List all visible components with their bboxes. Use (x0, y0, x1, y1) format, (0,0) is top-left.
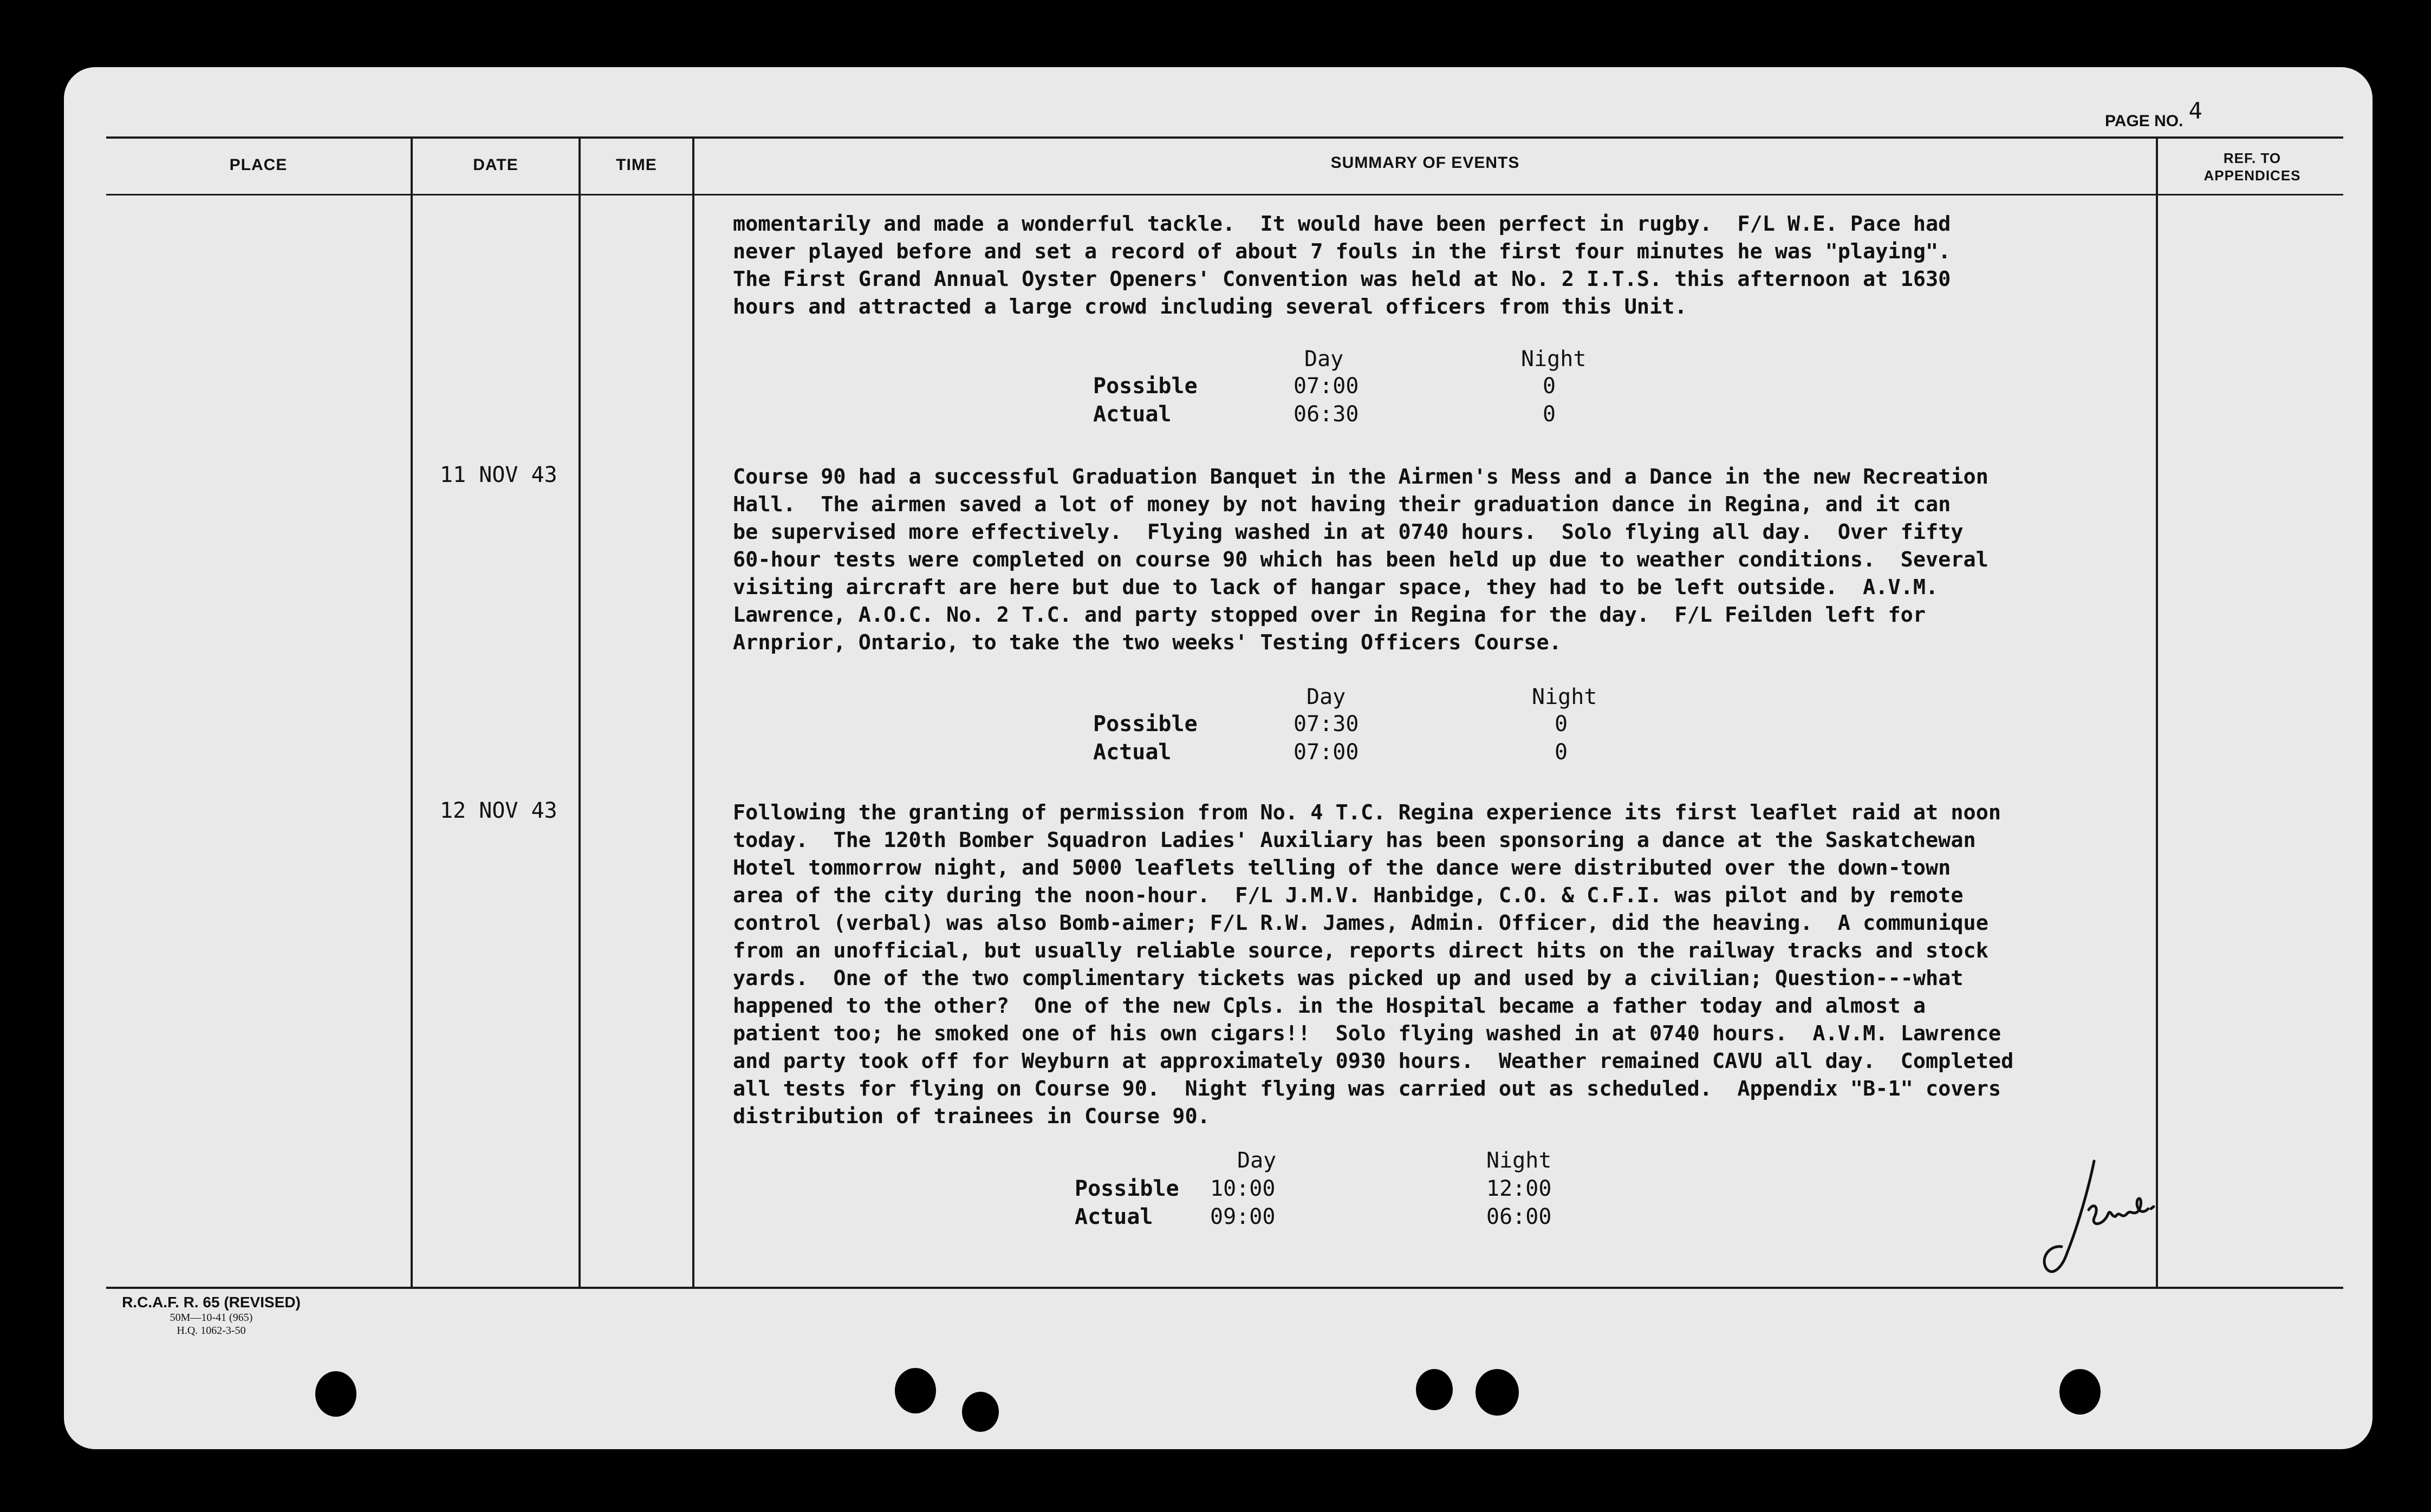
entry-text: Course 90 had a successful Graduation Banquet in the Airmen's Mess and a Dance in the new Recreation Hall. The airmen saved a lot of money by not having their graduation dance in Regina, and it can be supervised more effectively. Flying washed in at 0740 hours. Solo flying all day. Over fifty 60-hour tests were completed on course 90 which has been held up due to weather conditions. Several visiting aircraft are here but due to lack of hangar space, they had to be left outside. A.V.M. Lawrence, A.O.C. No. 2 T.C. and party stopped over in Regina for the day. F/L Feilden left for Arnprior, Ontario, to take the two weeks' Testing Officers Course. (733, 465, 1988, 655)
actual-label: Actual (1093, 740, 1172, 765)
night-label: Night (1532, 685, 1597, 709)
entry-text: Following the granting of permission from No. 4 T.C. Regina experience its first leaflet raid at noon today. The 120th Bomber Squadron Ladies' Auxiliary has been sponsoring a dance at the Saskatchewan Hotel tommorrow night, and 5000 leaflets telling of the dance were distributed over the down-town area of the city during the noon-hour. F/L J.M.V. Hanbidge, C.O. & C.F.I. was pilot and by remote control (verbal) was also Bomb-aimer; F/L R.W. James, Admin. Officer, did the heaving. A communique from an unofficial, but usually reliable source, reports direct hits on the railway tracks and stock yards. One of the two complimentary tickets was picked up and used by a civilian; Question---what happened to the other? One of the new Cpls. in the Hospital became a father today and almost a patient too; he smoked one of his own cigars!! Solo flying washed in at 0740 hours. A.V.M. Lawrence and party took off for Weyburn at approximately 0930 hours. Weather remained CAVU all day. Completed all tests for flying on Course 90. Night flying was carried out as scheduled. Appendix "B-1" covers distribution of trainees in Course 90. (733, 800, 2014, 1129)
day-label: Day (1304, 347, 1344, 372)
page-number-value: 4 (2188, 97, 2202, 124)
col-rule-date-time (578, 138, 581, 1288)
col-rule-summary-ref (2156, 138, 2158, 1288)
actual-day: 07:00 (1294, 740, 1359, 765)
night-label: Night (1521, 347, 1587, 372)
time-header: TIME (616, 156, 657, 174)
actual-label: Actual (1093, 402, 1172, 427)
actual-day: 09:00 (1210, 1204, 1276, 1229)
actual-label: Actual (1075, 1204, 1153, 1229)
possible-day: 07:30 (1294, 712, 1359, 737)
actual-night: 0 (1555, 740, 1568, 765)
punch-hole (895, 1368, 936, 1413)
day-label: Day (1237, 1148, 1277, 1173)
possible-night: 0 (1555, 712, 1568, 737)
ref-appendices-header: REF. TO APPENDICES (2204, 150, 2301, 184)
col-rule-place-date (411, 138, 413, 1288)
actual-night: 06:00 (1486, 1204, 1552, 1229)
page-number-label: PAGE NO. (2105, 112, 2183, 130)
possible-label: Possible (1075, 1176, 1179, 1201)
possible-night: 12:00 (1486, 1176, 1552, 1201)
form-hq-line: H.Q. 1062-3-50 (177, 1325, 246, 1337)
form-sheet (64, 67, 2372, 1449)
possible-day: 10:00 (1210, 1176, 1276, 1201)
punch-hole (962, 1392, 999, 1432)
top-rule (106, 136, 2343, 139)
possible-label: Possible (1093, 712, 1198, 737)
possible-night: 0 (1543, 374, 1556, 399)
punch-hole (315, 1371, 356, 1417)
possible-day: 07:00 (1294, 374, 1359, 399)
header-rule (106, 194, 2343, 195)
entry-text: momentarily and made a wonderful tackle. It would have been perfect in rugby. F/L W.E. Pace had never played before and set a record of about 7 fouls in the first four minutes he was "playing". The First Grand Annual Oyster Openers' Convention was held at No. 2 I.T.S. this afternoon at 1630 hours and attracted a large crowd including several officers from this Unit. (733, 212, 1951, 319)
page-number (2105, 97, 2202, 132)
place-header: PLACE (229, 156, 288, 174)
entry-date: 12 NOV 43 (440, 798, 557, 823)
summary-header: SUMMARY OF EVENTS (1330, 154, 1520, 172)
date-header: DATE (473, 156, 518, 174)
col-rule-time-summary (692, 138, 694, 1288)
form-footer (108, 1294, 314, 1337)
actual-night: 0 (1543, 402, 1556, 427)
bottom-rule (106, 1287, 2343, 1289)
possible-label: Possible (1093, 374, 1198, 399)
day-label: Day (1306, 685, 1346, 709)
form-print-line: 50M—10-41 (965) (170, 1312, 253, 1324)
form-number: R.C.A.F. R. 65 (REVISED) (122, 1294, 301, 1311)
night-label: Night (1486, 1148, 1552, 1173)
punch-hole (1416, 1369, 1453, 1410)
signature (2013, 1150, 2175, 1296)
punch-hole (1476, 1369, 1519, 1416)
actual-day: 06:30 (1294, 402, 1359, 427)
punch-hole (2059, 1369, 2101, 1415)
entry-date: 11 NOV 43 (440, 462, 557, 487)
